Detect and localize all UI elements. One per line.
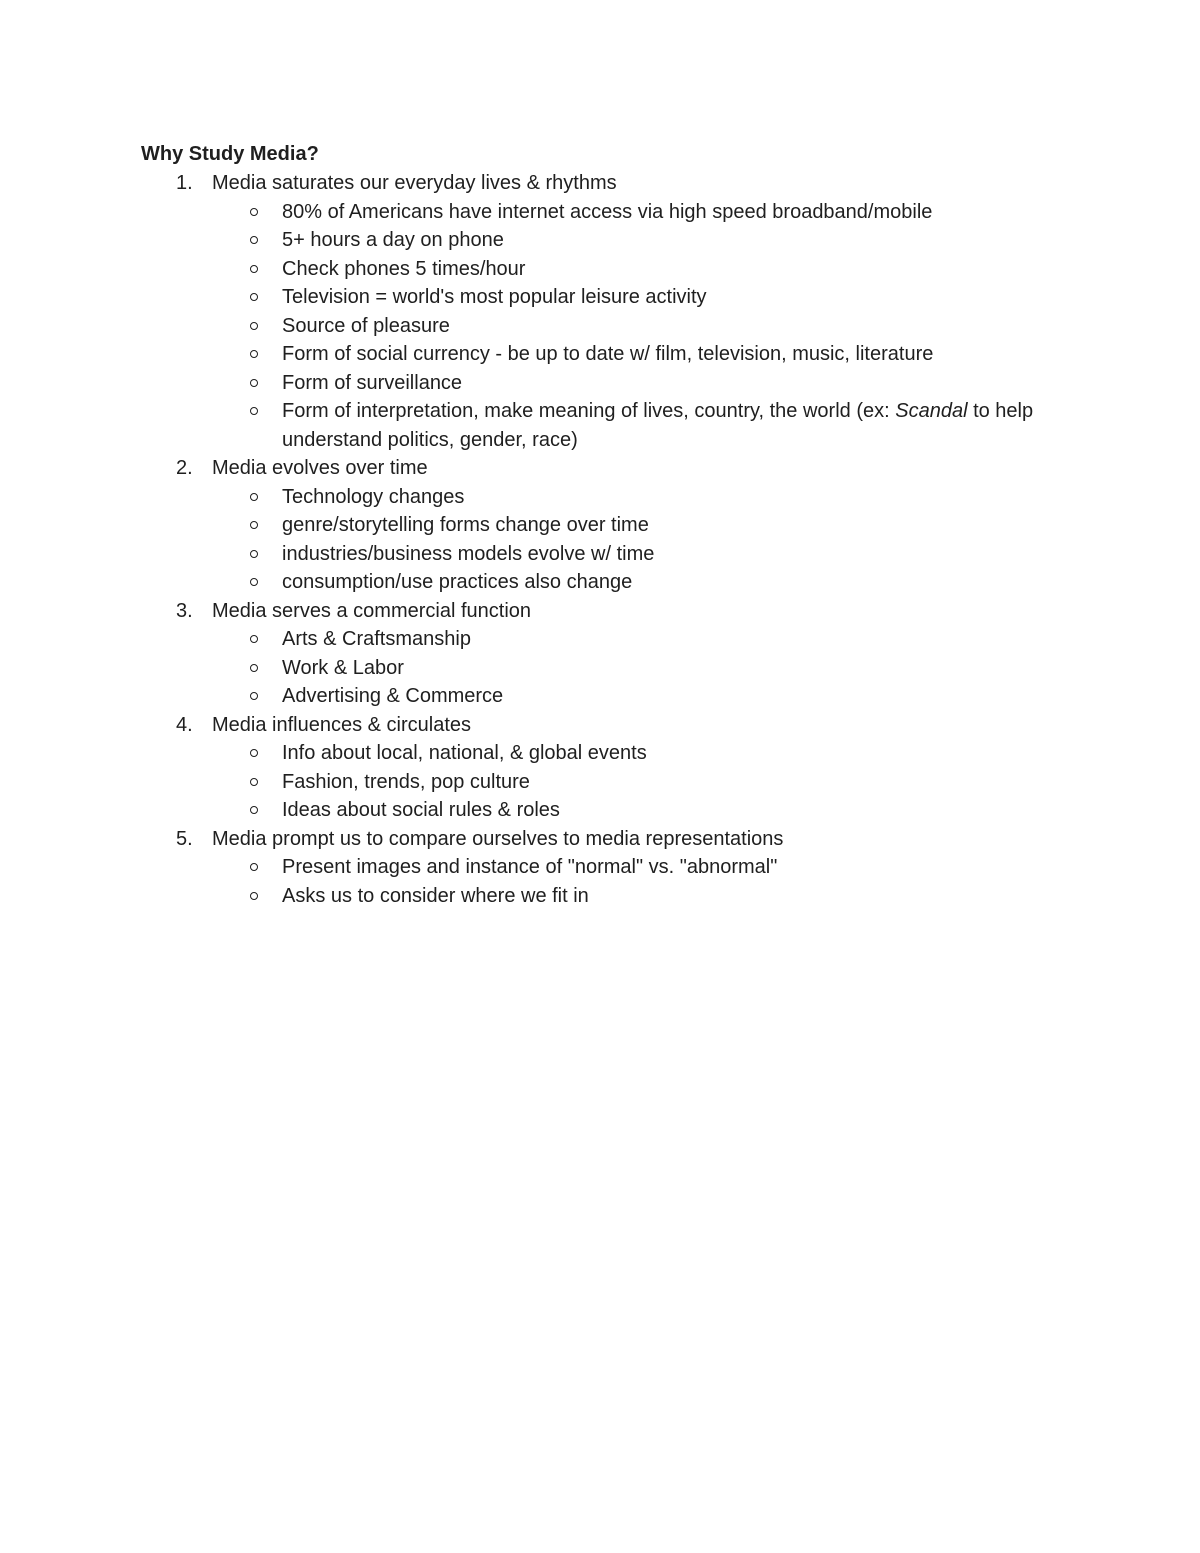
bullet-item (141, 853, 1061, 882)
bullet-text: Arts & Craftsmanship (282, 628, 471, 650)
bullet-text: Advertising & Commerce (282, 685, 504, 707)
bullet-item (141, 682, 1061, 711)
bullet-text: Ideas about social rules & roles (282, 799, 560, 821)
bullet-text: Television = world's most popular leisure activity (282, 286, 707, 308)
bullet-item (141, 312, 1061, 341)
bullet-item (141, 739, 1061, 768)
list-item-section-3 (141, 597, 1061, 711)
bullet-item (141, 483, 1061, 512)
sub-bullet-list (141, 625, 1061, 711)
bullet-text: industries/business models evolve w/ time (282, 542, 655, 565)
bullet-item (141, 568, 1061, 597)
hollow-circle-bullet-icon (250, 379, 258, 387)
sub-bullet-list (141, 853, 1061, 910)
bullet-text-post: to help understand politics, gender, race) (282, 400, 1034, 451)
list-number: 2. (176, 457, 193, 479)
bullet-item (141, 511, 1061, 540)
sub-bullet-list (141, 483, 1061, 597)
hollow-circle-bullet-icon (250, 265, 258, 273)
bullet-item (141, 882, 1061, 911)
sub-bullet-list (141, 198, 1061, 455)
bullet-text: Asks us to consider where we fit in (282, 884, 589, 907)
bullet-item (141, 625, 1061, 654)
bullet-item (141, 283, 1061, 312)
list-item-section-4 (141, 711, 1061, 825)
hollow-circle-bullet-icon (250, 635, 258, 643)
bullet-text: Source of pleasure (282, 314, 450, 337)
hollow-circle-bullet-icon (250, 863, 258, 871)
bullet-text: Work & Labor (282, 656, 404, 679)
show-title-italic: Scandal (895, 400, 968, 422)
hollow-circle-bullet-icon (250, 407, 258, 415)
section-heading-text: Media influences & circulates (212, 713, 472, 736)
bullet-text: Technology changes (282, 485, 465, 508)
hollow-circle-bullet-icon (250, 664, 258, 672)
section-heading (141, 711, 1061, 740)
hollow-circle-bullet-icon (250, 521, 258, 529)
hollow-circle-bullet-icon (250, 749, 258, 757)
hollow-circle-bullet-icon (250, 236, 258, 244)
hollow-circle-bullet-icon (250, 322, 258, 330)
hollow-circle-bullet-icon (250, 806, 258, 814)
section-heading-text: Media evolves over time (212, 457, 428, 479)
bullet-item (141, 255, 1061, 284)
document-title: Why Study Media? (141, 143, 319, 165)
bullet-text: Fashion, trends, pop culture (282, 770, 530, 793)
hollow-circle-bullet-icon (250, 208, 258, 216)
bullet-text: 5+ hours a day on phone (282, 229, 504, 251)
list-item-section-1 (141, 169, 1061, 454)
list-number: 3. (176, 599, 193, 622)
list-item-section-5 (141, 825, 1061, 911)
hollow-circle-bullet-icon (250, 692, 258, 700)
section-heading (141, 454, 1061, 483)
hollow-circle-bullet-icon (250, 550, 258, 558)
bullet-item (141, 397, 1061, 454)
bullet-text: Form of social currency - be up to date w/ film, television, music, literature (282, 343, 934, 365)
bullet-item (141, 768, 1061, 797)
list-number: 5. (176, 827, 193, 850)
hollow-circle-bullet-icon (250, 493, 258, 501)
bullet-item (141, 198, 1061, 227)
list-number: 1. (176, 172, 193, 194)
hollow-circle-bullet-icon (250, 578, 258, 586)
bullet-text: Info about local, national, & global events (282, 742, 647, 764)
bullet-item (141, 796, 1061, 825)
section-heading (141, 169, 1061, 198)
list-number: 4. (176, 713, 193, 736)
bullet-item (141, 226, 1061, 255)
bullet-text: Present images and instance of "normal" vs. "abnormal" (282, 856, 778, 878)
bullet-item (141, 654, 1061, 683)
bullet-text: 80% of Americans have internet access via high speed broadband/mobile (282, 200, 933, 223)
hollow-circle-bullet-icon (250, 293, 258, 301)
main-numbered-list (141, 169, 1061, 910)
section-heading-text: Media serves a commercial function (212, 599, 532, 622)
bullet-item (141, 340, 1061, 369)
section-heading-text: Media saturates our everyday lives & rhythms (212, 172, 617, 194)
bullet-text: genre/storytelling forms change over time (282, 514, 649, 536)
sub-bullet-list (141, 739, 1061, 825)
bullet-item (141, 540, 1061, 569)
section-heading-text: Media prompt us to compare ourselves to media representations (212, 827, 784, 850)
hollow-circle-bullet-icon (250, 778, 258, 786)
section-heading (141, 597, 1061, 626)
document-body (141, 139, 1061, 910)
bullet-item (141, 369, 1061, 398)
list-item-section-2 (141, 454, 1061, 597)
bullet-text-pre: Form of interpretation, make meaning of lives, country, the world (ex: (282, 400, 896, 422)
hollow-circle-bullet-icon (250, 350, 258, 358)
bullet-text: Form of surveillance (282, 371, 463, 394)
section-heading (141, 825, 1061, 854)
bullet-text: Check phones 5 times/hour (282, 257, 526, 280)
hollow-circle-bullet-icon (250, 892, 258, 900)
bullet-text: consumption/use practices also change (282, 571, 633, 593)
